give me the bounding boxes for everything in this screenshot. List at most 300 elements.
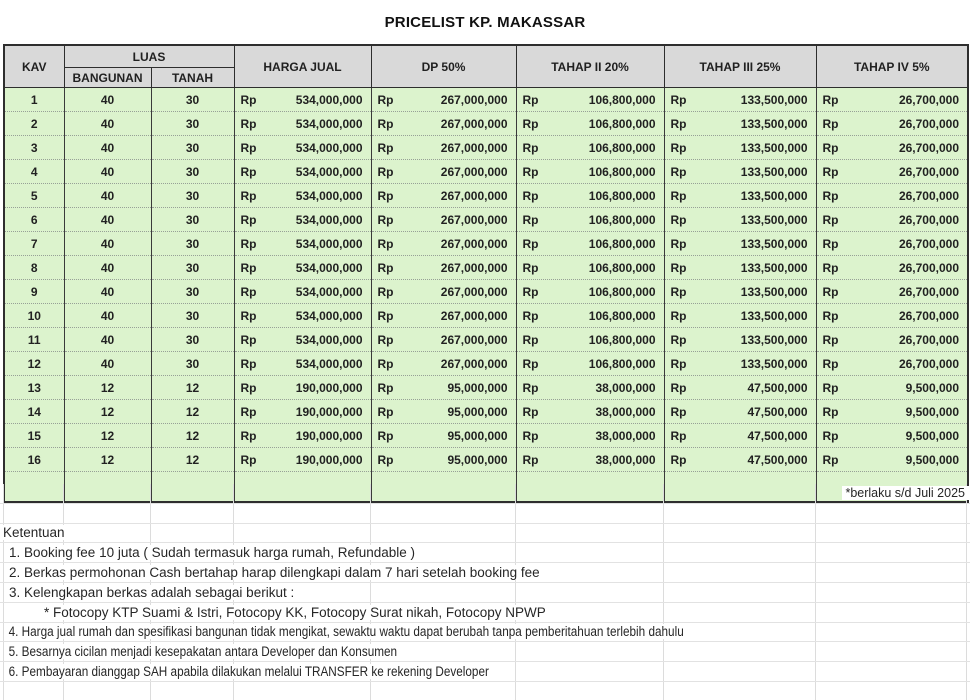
currency-label: Rp [240, 236, 257, 251]
tahap2-cell [516, 328, 664, 352]
amount-wrap [665, 88, 816, 111]
amount-wrap [235, 160, 371, 183]
amount-wrap [235, 352, 371, 375]
amount-wrap [372, 136, 516, 159]
amount-value: 190,000,000 [295, 380, 363, 395]
amount-value: 267,000,000 [440, 332, 508, 347]
note-row [0, 543, 970, 563]
currency-label: Rp [377, 260, 394, 275]
amount-value: 267,000,000 [440, 212, 508, 227]
currency-label: Rp [822, 404, 839, 419]
currency-label: Rp [522, 140, 539, 155]
currency-label: Rp [522, 236, 539, 251]
amount-value: 26,700,000 [898, 164, 960, 179]
amount-value: 47,500,000 [747, 404, 808, 419]
amount-wrap [817, 160, 968, 183]
amount-value: 534,000,000 [295, 332, 363, 347]
tanah-cell: 30 [151, 232, 234, 256]
currency-label: Rp [670, 92, 687, 107]
table-row [4, 376, 968, 400]
amount-wrap [817, 400, 968, 423]
amount-wrap [817, 424, 968, 447]
kav-cell: 2 [4, 112, 64, 136]
kav-cell: 7 [4, 232, 64, 256]
currency-label: Rp [670, 380, 687, 395]
dp-cell [371, 304, 516, 328]
tahap3-cell [664, 136, 816, 160]
currency-label: Rp [522, 164, 539, 179]
amount-wrap [517, 328, 664, 351]
amount-value: 106,800,000 [588, 260, 656, 275]
amount-value: 267,000,000 [440, 92, 508, 107]
currency-label: Rp [240, 332, 257, 347]
table-row [4, 112, 968, 136]
currency-label: Rp [240, 356, 257, 371]
bangunan-cell: 40 [64, 280, 151, 304]
amount-wrap [817, 112, 968, 135]
amount-value: 106,800,000 [588, 308, 656, 323]
currency-label: Rp [670, 236, 687, 251]
amount-value: 534,000,000 [295, 356, 363, 371]
amount-wrap [372, 160, 516, 183]
col-header-dp: DP 50% [371, 45, 516, 88]
tahap2-cell [516, 304, 664, 328]
currency-label: Rp [377, 380, 394, 395]
amount-wrap [665, 208, 816, 231]
amount-wrap [235, 424, 371, 447]
currency-label: Rp [377, 188, 394, 203]
amount-wrap [235, 112, 371, 135]
tahap3-cell [664, 424, 816, 448]
table-row [4, 400, 968, 424]
currency-label: Rp [522, 92, 539, 107]
amount-wrap [817, 448, 968, 471]
tanah-cell: 30 [151, 208, 234, 232]
currency-label: Rp [670, 308, 687, 323]
amount-value: 9,500,000 [905, 404, 960, 419]
amount-value: 267,000,000 [440, 356, 508, 371]
amount-value: 267,000,000 [440, 308, 508, 323]
tahap3-cell [664, 256, 816, 280]
amount-wrap [372, 280, 516, 303]
amount-wrap [517, 448, 664, 471]
validity-row [0, 484, 970, 504]
amount-value: 38,000,000 [595, 404, 656, 419]
table-row [4, 328, 968, 352]
col-header-luas: LUAS [64, 45, 234, 68]
amount-wrap [517, 184, 664, 207]
currency-label: Rp [522, 212, 539, 227]
currency-label: Rp [522, 404, 539, 419]
notes-heading: Ketentuan [0, 525, 68, 540]
currency-label: Rp [522, 356, 539, 371]
currency-label: Rp [240, 284, 257, 299]
col-header-bangunan: BANGUNAN [64, 68, 151, 88]
tahap3-cell [664, 352, 816, 376]
amount-wrap [372, 112, 516, 135]
harga-jual-cell [234, 400, 371, 424]
amount-wrap [372, 208, 516, 231]
amount-value: 26,700,000 [898, 236, 960, 251]
currency-label: Rp [240, 260, 257, 275]
tahap4-cell [816, 232, 968, 256]
currency-label: Rp [822, 332, 839, 347]
amount-value: 534,000,000 [295, 140, 363, 155]
currency-label: Rp [822, 164, 839, 179]
amount-value: 133,500,000 [740, 140, 808, 155]
amount-wrap [372, 232, 516, 255]
dp-cell [371, 424, 516, 448]
tahap3-cell [664, 280, 816, 304]
currency-label: Rp [670, 284, 687, 299]
tahap3-cell [664, 448, 816, 472]
table-row [4, 160, 968, 184]
harga-jual-cell [234, 328, 371, 352]
note-row [0, 642, 970, 662]
amount-wrap [235, 400, 371, 423]
amount-wrap [517, 88, 664, 111]
table-row [4, 208, 968, 232]
amount-value: 133,500,000 [740, 284, 808, 299]
empty-row [0, 682, 970, 700]
kav-cell: 8 [4, 256, 64, 280]
amount-value: 190,000,000 [295, 428, 363, 443]
tahap2-cell [516, 160, 664, 184]
harga-jual-cell [234, 448, 371, 472]
currency-label: Rp [822, 380, 839, 395]
tahap2-cell [516, 448, 664, 472]
bangunan-cell: 40 [64, 304, 151, 328]
amount-value: 267,000,000 [440, 260, 508, 275]
dp-cell [371, 208, 516, 232]
kav-cell: 13 [4, 376, 64, 400]
pricelist-body [4, 88, 968, 503]
amount-wrap [817, 280, 968, 303]
amount-value: 534,000,000 [295, 164, 363, 179]
amount-value: 38,000,000 [595, 428, 656, 443]
bangunan-cell: 12 [64, 448, 151, 472]
harga-jual-cell [234, 208, 371, 232]
col-header-tahap2: TAHAP II 20% [516, 45, 664, 88]
amount-value: 9,500,000 [905, 452, 960, 467]
bottom-area [0, 484, 970, 700]
amount-value: 95,000,000 [447, 404, 508, 419]
currency-label: Rp [822, 308, 839, 323]
amount-wrap [235, 184, 371, 207]
kav-cell: 6 [4, 208, 64, 232]
currency-label: Rp [240, 164, 257, 179]
currency-label: Rp [670, 164, 687, 179]
amount-value: 106,800,000 [588, 116, 656, 131]
amount-value: 47,500,000 [747, 428, 808, 443]
currency-label: Rp [377, 212, 394, 227]
kav-cell: 9 [4, 280, 64, 304]
dp-cell [371, 352, 516, 376]
note-text: 3. Kelengkapan berkas adalah sebagai berikut : [6, 585, 297, 600]
dp-cell [371, 400, 516, 424]
tahap4-cell [816, 400, 968, 424]
currency-label: Rp [822, 452, 839, 467]
tanah-cell: 30 [151, 328, 234, 352]
tahap4-cell [816, 88, 968, 112]
currency-label: Rp [670, 356, 687, 371]
bangunan-cell: 40 [64, 184, 151, 208]
amount-wrap [235, 304, 371, 327]
col-header-tahap3: TAHAP III 25% [664, 45, 816, 88]
amount-wrap [817, 88, 968, 111]
harga-jual-cell [234, 184, 371, 208]
bangunan-cell: 40 [64, 352, 151, 376]
tahap3-cell [664, 208, 816, 232]
amount-wrap [372, 424, 516, 447]
tanah-cell: 30 [151, 184, 234, 208]
bangunan-cell: 40 [64, 136, 151, 160]
tahap4-cell [816, 160, 968, 184]
amount-wrap [665, 424, 816, 447]
tanah-cell: 30 [151, 112, 234, 136]
amount-value: 26,700,000 [898, 260, 960, 275]
amount-wrap [665, 160, 816, 183]
note-row [0, 563, 970, 583]
amount-wrap [517, 376, 664, 399]
table-row [4, 136, 968, 160]
currency-label: Rp [522, 332, 539, 347]
currency-label: Rp [822, 260, 839, 275]
currency-label: Rp [522, 284, 539, 299]
currency-label: Rp [822, 212, 839, 227]
table-row [4, 304, 968, 328]
amount-wrap [817, 328, 968, 351]
currency-label: Rp [670, 260, 687, 275]
note-text: * Fotocopy KTP Suami & Istri, Fotocopy KK, Fotocopy Surat nikah, Fotocopy NPWP [41, 605, 549, 620]
kav-cell: 12 [4, 352, 64, 376]
harga-jual-cell [234, 304, 371, 328]
amount-wrap [817, 208, 968, 231]
tahap4-cell [816, 184, 968, 208]
note-text: 6. Pembayaran dianggap SAH apabila dilakukan melalui TRANSFER ke rekening Developer [6, 664, 492, 679]
kav-cell: 15 [4, 424, 64, 448]
amount-wrap [665, 352, 816, 375]
tahap4-cell [816, 352, 968, 376]
pricelist-table [3, 44, 969, 503]
harga-jual-cell [234, 232, 371, 256]
currency-label: Rp [377, 140, 394, 155]
amount-value: 26,700,000 [898, 356, 960, 371]
amount-wrap [517, 136, 664, 159]
amount-wrap [517, 232, 664, 255]
tahap3-cell [664, 328, 816, 352]
bangunan-cell: 40 [64, 328, 151, 352]
tahap4-cell [816, 304, 968, 328]
amount-wrap [372, 376, 516, 399]
currency-label: Rp [377, 236, 394, 251]
table-row [4, 280, 968, 304]
tahap4-cell [816, 424, 968, 448]
amount-wrap [372, 88, 516, 111]
harga-jual-cell [234, 424, 371, 448]
currency-label: Rp [377, 452, 394, 467]
amount-value: 106,800,000 [588, 188, 656, 203]
bangunan-cell: 12 [64, 400, 151, 424]
currency-label: Rp [670, 140, 687, 155]
currency-label: Rp [377, 284, 394, 299]
bangunan-cell: 40 [64, 232, 151, 256]
amount-value: 133,500,000 [740, 92, 808, 107]
amount-value: 534,000,000 [295, 188, 363, 203]
amount-wrap [372, 448, 516, 471]
harga-jual-cell [234, 160, 371, 184]
amount-value: 267,000,000 [440, 116, 508, 131]
amount-wrap [372, 184, 516, 207]
amount-wrap [235, 88, 371, 111]
harga-jual-cell [234, 376, 371, 400]
amount-wrap [817, 256, 968, 279]
dp-cell [371, 232, 516, 256]
dp-cell [371, 448, 516, 472]
tahap2-cell [516, 112, 664, 136]
table-row [4, 184, 968, 208]
amount-value: 267,000,000 [440, 164, 508, 179]
dp-cell [371, 88, 516, 112]
currency-label: Rp [240, 380, 257, 395]
amount-value: 38,000,000 [595, 452, 656, 467]
dp-cell [371, 256, 516, 280]
note-text: 2. Berkas permohonan Cash bertahap harap dilengkapi dalam 7 hari setelah booking fee [6, 565, 543, 580]
currency-label: Rp [822, 356, 839, 371]
kav-cell: 14 [4, 400, 64, 424]
amount-wrap [517, 256, 664, 279]
col-header-tanah: TANAH [151, 68, 234, 88]
amount-wrap [235, 328, 371, 351]
tanah-cell: 30 [151, 88, 234, 112]
amount-value: 133,500,000 [740, 164, 808, 179]
amount-value: 106,800,000 [588, 164, 656, 179]
tahap2-cell [516, 256, 664, 280]
tahap2-cell [516, 232, 664, 256]
tahap2-cell [516, 376, 664, 400]
amount-value: 47,500,000 [747, 380, 808, 395]
tahap4-cell [816, 328, 968, 352]
kav-cell: 11 [4, 328, 64, 352]
amount-value: 106,800,000 [588, 92, 656, 107]
currency-label: Rp [522, 428, 539, 443]
kav-cell: 10 [4, 304, 64, 328]
tahap4-cell [816, 136, 968, 160]
dp-cell [371, 184, 516, 208]
tahap3-cell [664, 400, 816, 424]
harga-jual-cell [234, 112, 371, 136]
dp-cell [371, 376, 516, 400]
table-row [4, 256, 968, 280]
currency-label: Rp [822, 284, 839, 299]
tanah-cell: 12 [151, 448, 234, 472]
tahap2-cell [516, 88, 664, 112]
amount-value: 133,500,000 [740, 212, 808, 227]
bangunan-cell: 40 [64, 256, 151, 280]
currency-label: Rp [240, 188, 257, 203]
tahap2-cell [516, 280, 664, 304]
tahap3-cell [664, 304, 816, 328]
amount-value: 133,500,000 [740, 308, 808, 323]
empty-row [0, 504, 970, 524]
amount-value: 190,000,000 [295, 452, 363, 467]
currency-label: Rp [522, 116, 539, 131]
currency-label: Rp [522, 260, 539, 275]
amount-wrap [817, 304, 968, 327]
amount-wrap [372, 304, 516, 327]
bangunan-cell: 40 [64, 112, 151, 136]
currency-label: Rp [522, 188, 539, 203]
notes-heading-row [0, 524, 970, 544]
amount-wrap [665, 448, 816, 471]
col-header-harga-jual: HARGA JUAL [234, 45, 371, 88]
dp-cell [371, 112, 516, 136]
amount-value: 534,000,000 [295, 116, 363, 131]
currency-label: Rp [822, 428, 839, 443]
amount-wrap [665, 376, 816, 399]
amount-value: 106,800,000 [588, 212, 656, 227]
amount-value: 133,500,000 [740, 236, 808, 251]
currency-label: Rp [377, 116, 394, 131]
amount-wrap [817, 136, 968, 159]
harga-jual-cell [234, 136, 371, 160]
currency-label: Rp [670, 332, 687, 347]
amount-wrap [665, 136, 816, 159]
amount-value: 534,000,000 [295, 308, 363, 323]
kav-cell: 16 [4, 448, 64, 472]
amount-wrap [372, 352, 516, 375]
currency-label: Rp [240, 140, 257, 155]
amount-wrap [817, 232, 968, 255]
harga-jual-cell [234, 256, 371, 280]
amount-value: 133,500,000 [740, 116, 808, 131]
amount-value: 106,800,000 [588, 356, 656, 371]
currency-label: Rp [377, 332, 394, 347]
amount-wrap [517, 304, 664, 327]
harga-jual-cell [234, 88, 371, 112]
amount-value: 190,000,000 [295, 404, 363, 419]
amount-wrap [235, 232, 371, 255]
bangunan-cell: 40 [64, 160, 151, 184]
amount-wrap [517, 160, 664, 183]
amount-wrap [817, 352, 968, 375]
note-row [0, 662, 970, 682]
amount-value: 133,500,000 [740, 356, 808, 371]
notes-list [0, 543, 970, 700]
tanah-cell: 30 [151, 256, 234, 280]
tahap4-cell [816, 256, 968, 280]
table-row [4, 88, 968, 112]
amount-wrap [665, 400, 816, 423]
bangunan-cell: 40 [64, 88, 151, 112]
note-text: 1. Booking fee 10 juta ( Sudah termasuk harga rumah, Refundable ) [6, 545, 418, 560]
tanah-cell: 30 [151, 352, 234, 376]
amount-value: 26,700,000 [898, 212, 960, 227]
currency-label: Rp [240, 116, 257, 131]
currency-label: Rp [377, 404, 394, 419]
amount-value: 26,700,000 [898, 188, 960, 203]
currency-label: Rp [670, 428, 687, 443]
amount-value: 267,000,000 [440, 236, 508, 251]
amount-value: 267,000,000 [440, 284, 508, 299]
currency-label: Rp [240, 428, 257, 443]
dp-cell [371, 280, 516, 304]
amount-wrap [235, 256, 371, 279]
amount-value: 534,000,000 [295, 284, 363, 299]
amount-value: 267,000,000 [440, 140, 508, 155]
amount-value: 106,800,000 [588, 236, 656, 251]
amount-wrap [665, 256, 816, 279]
